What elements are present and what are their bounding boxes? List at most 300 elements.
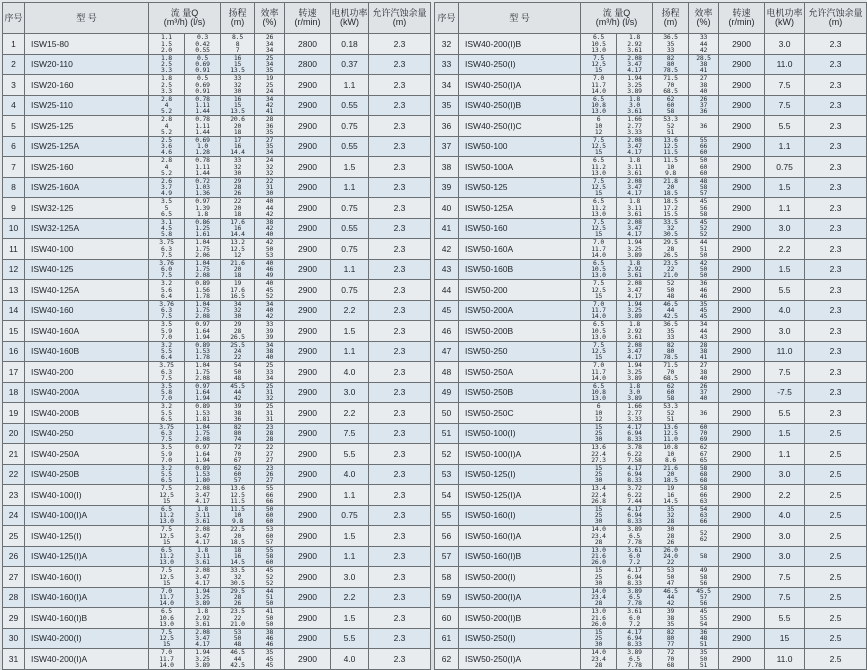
- head-value: 29.5: [230, 587, 245, 595]
- table-row: [435, 259, 867, 280]
- flow-m3h-value: 5.2: [161, 107, 172, 116]
- flow-ls-value: 1.53: [195, 347, 210, 356]
- npsh: 2.5: [805, 546, 867, 567]
- motor-power: 0.75: [765, 157, 805, 178]
- speed: 2900: [285, 321, 331, 342]
- flow-m3h-value: 5.9: [161, 326, 172, 335]
- flow-ls: [185, 567, 221, 588]
- head-value: 15: [233, 60, 242, 69]
- flow-ls-value: 0.97: [195, 197, 210, 206]
- speed: 2900: [285, 464, 331, 485]
- flow-ls: [617, 259, 653, 280]
- model-name: ISW40-100: [25, 239, 149, 260]
- row-number: 56: [435, 526, 459, 547]
- head-value: 80: [233, 429, 242, 438]
- table-row: [435, 239, 867, 260]
- efficiency-value: 53: [265, 250, 274, 259]
- flow-ls-value: 6.5: [629, 531, 640, 540]
- efficiency-value: 52: [265, 291, 274, 300]
- npsh: 2.3: [369, 587, 431, 608]
- flow-ls-value: 8.33: [627, 476, 642, 485]
- flow-m3h-value: 15: [594, 353, 603, 362]
- flow-m3h-value: 27.3: [591, 455, 606, 464]
- flow-ls-value: 0.69: [195, 80, 210, 89]
- flow-ls: [617, 95, 653, 116]
- efficiency-value: 24: [265, 156, 274, 165]
- efficiency: [689, 505, 719, 526]
- motor-power: 1.1: [331, 485, 369, 506]
- npsh: 2.3: [369, 628, 431, 649]
- flow-m3h-value: 14.0: [591, 525, 606, 534]
- efficiency: [689, 280, 719, 301]
- flow-m3h-value: 14.0: [591, 373, 606, 382]
- flow-ls-value: 1.04: [195, 259, 210, 267]
- efficiency-value: 65: [699, 455, 708, 464]
- head-value: 32: [666, 224, 675, 233]
- model-name: ISW50-200A: [459, 300, 581, 321]
- flow-ls-value: 3.61: [627, 546, 642, 554]
- speed: 2900: [285, 444, 331, 465]
- speed: 2900: [285, 198, 331, 219]
- flow-m3h-value: 1.8: [161, 54, 172, 62]
- head-value: 35: [666, 505, 675, 513]
- motor-power: 2.2: [765, 485, 805, 506]
- head: [653, 75, 689, 96]
- flow-m3h-value: 15: [162, 578, 171, 587]
- head: [221, 546, 255, 567]
- efficiency-value: 33: [265, 367, 274, 376]
- efficiency-value: 45: [265, 566, 274, 575]
- head: [653, 403, 689, 424]
- flow-ls-value: 8.33: [627, 640, 642, 649]
- head-value: 11.5: [663, 148, 678, 157]
- motor-power: 15: [765, 628, 805, 649]
- flow-ls-value: 1.11: [195, 162, 210, 171]
- head-value: 32: [233, 306, 242, 315]
- speed: 2900: [285, 300, 331, 321]
- table-row: [435, 75, 867, 96]
- head-value: 52: [666, 279, 675, 288]
- flow-ls-value: 4.17: [627, 148, 642, 157]
- head-value: 14.5: [230, 558, 245, 567]
- efficiency-value: 52: [699, 230, 708, 239]
- efficiency-value: 44: [699, 238, 708, 247]
- flow-ls: [185, 485, 221, 506]
- flow-m3h-value: 11.2: [159, 511, 174, 520]
- flow-m3h-value: 3.75: [159, 361, 174, 370]
- motor-power: 1.1: [331, 546, 369, 567]
- efficiency-value: 37: [699, 101, 708, 110]
- head-value: 20: [233, 265, 242, 274]
- efficiency-value: 68: [699, 470, 708, 479]
- efficiency: [255, 403, 285, 424]
- head-value: 33.5: [230, 566, 245, 575]
- flow-m3h-value: 3.5: [161, 443, 172, 452]
- flow-ls-value: 1.39: [195, 203, 210, 212]
- header-model: 型 号: [25, 3, 149, 34]
- head-value: 45.5: [230, 382, 245, 390]
- motor-power: 5.5: [765, 403, 805, 424]
- flow-m3h-value: 7.0: [593, 361, 604, 370]
- row-number: 23: [3, 485, 25, 506]
- efficiency-value: 41: [265, 607, 274, 616]
- header-speed-label: 转速: [298, 8, 317, 18]
- row-number: 49: [435, 382, 459, 403]
- head-value: 16: [666, 490, 675, 499]
- flow-m3h-value: 22.4: [591, 449, 606, 458]
- efficiency: [689, 546, 719, 567]
- head: [653, 280, 689, 301]
- efficiency-value: 44: [265, 587, 274, 595]
- efficiency: [689, 177, 719, 198]
- flow-ls-value: 4.17: [195, 537, 210, 546]
- model-name: ISW50-250A: [459, 362, 581, 383]
- model-name: ISW50-160A: [459, 239, 581, 260]
- efficiency-value: 25: [265, 402, 274, 411]
- head: [221, 116, 255, 137]
- efficiency-value: 50: [699, 156, 708, 165]
- model-name: ISW50-100A: [459, 157, 581, 178]
- flow-ls: [617, 505, 653, 526]
- head-value: 30: [233, 168, 242, 177]
- head: [653, 464, 689, 485]
- flow-ls-value: 1.25: [195, 224, 210, 233]
- table-row: [435, 628, 867, 649]
- flow-ls: [185, 198, 221, 219]
- npsh: 2.3: [369, 136, 431, 157]
- head-value: 20: [666, 183, 675, 192]
- flow-m3h: [581, 362, 617, 383]
- head-value: 24.0: [663, 552, 678, 561]
- npsh: 2.3: [805, 136, 867, 157]
- head-value: 47: [666, 578, 675, 587]
- row-number: 27: [3, 567, 25, 588]
- head-value: 12.5: [230, 244, 245, 253]
- head-value: 8.6: [665, 455, 676, 464]
- efficiency-value: 37: [699, 388, 708, 397]
- efficiency-value: 38: [265, 628, 274, 636]
- speed: 2900: [285, 280, 331, 301]
- efficiency-value: 42: [265, 238, 274, 247]
- head-value: 29: [233, 320, 242, 329]
- flow-ls-value: 1.53: [195, 408, 210, 417]
- efficiency-value: 27: [265, 476, 274, 485]
- head: [653, 423, 689, 444]
- head-value: 54: [233, 361, 242, 370]
- flow-m3h-value: 15: [594, 66, 603, 75]
- flow-ls-value: 3.25: [627, 244, 642, 253]
- npsh: 2.3: [369, 177, 431, 198]
- header-model: 型 号: [459, 3, 581, 34]
- head-value: 17: [233, 136, 242, 144]
- flow-m3h-value: 11.7: [591, 244, 606, 253]
- flow-m3h-value: 10: [594, 408, 603, 417]
- model-name: ISW40-250(I)C: [459, 116, 581, 137]
- head-value: 16.5: [230, 291, 245, 300]
- head: [653, 382, 689, 403]
- row-number: 24: [3, 505, 25, 526]
- speed: 2900: [719, 34, 765, 55]
- npsh: 2.3: [369, 95, 431, 116]
- npsh: 2.5: [805, 526, 867, 547]
- row-number: 2: [3, 54, 25, 75]
- table-row: [3, 54, 431, 75]
- npsh: 2.3: [805, 259, 867, 280]
- efficiency-value: 36: [265, 121, 274, 130]
- flow-ls-value: 2.08: [627, 341, 642, 349]
- header-flow-label: 流 量Q: [170, 8, 199, 18]
- flow-m3h-value: 1.1: [161, 33, 172, 42]
- speed: 2900: [285, 649, 331, 670]
- efficiency: [255, 382, 285, 403]
- npsh: 2.3: [369, 546, 431, 567]
- head-value: 60: [666, 101, 675, 110]
- flow-ls-value: 3.47: [627, 183, 642, 192]
- flow-ls-value: 1.75: [195, 306, 210, 315]
- model-name: ISW40-160(I)B: [25, 608, 149, 629]
- flow-ls-value: 4.17: [195, 496, 210, 505]
- flow-ls: [617, 546, 653, 567]
- efficiency: [255, 54, 285, 75]
- npsh: 2.3: [369, 608, 431, 629]
- table-row: [435, 382, 867, 403]
- flow-m3h-value: 12.5: [159, 634, 174, 643]
- flow-ls-value: 4.17: [627, 423, 642, 431]
- flow-m3h-value: 7.0: [593, 238, 604, 247]
- head-value: 82: [233, 423, 242, 431]
- head: [653, 239, 689, 260]
- speed: 2900: [719, 649, 765, 670]
- head-value: 21.6: [663, 464, 678, 472]
- head-value: 78.5: [663, 66, 678, 75]
- table-row: [3, 136, 431, 157]
- row-number: 57: [435, 546, 459, 567]
- head: [653, 587, 689, 608]
- motor-power: -7.5: [765, 382, 805, 403]
- model-name: ISW40-200(I)A: [25, 649, 149, 670]
- row-number: 46: [435, 321, 459, 342]
- efficiency-value: 23: [265, 423, 274, 431]
- flow-ls-value: 1.94: [195, 455, 210, 464]
- head-value: 18: [233, 271, 242, 280]
- table-row: [435, 608, 867, 629]
- flow-m3h-value: 3.3: [161, 66, 172, 75]
- npsh: 2.3: [805, 382, 867, 403]
- head-value: 13.2: [230, 238, 245, 247]
- head-value: 18.5: [663, 197, 678, 206]
- efficiency: [255, 526, 285, 547]
- efficiency-value: 57: [265, 537, 274, 546]
- head: [653, 444, 689, 465]
- flow-ls-value: 3.61: [627, 45, 642, 54]
- table-row: [3, 116, 431, 137]
- flow-m3h-value: 30: [594, 640, 603, 649]
- speed: 2900: [719, 321, 765, 342]
- header-speed: [719, 3, 765, 34]
- flow-ls-value: 1.8: [629, 156, 640, 165]
- header-eff: [255, 3, 285, 34]
- npsh: 2.5: [805, 628, 867, 649]
- flow-m3h-value: 3.7: [161, 183, 172, 192]
- flow-m3h-value: 26.0: [591, 619, 606, 628]
- motor-power: 4.0: [331, 649, 369, 670]
- flow-ls: [617, 608, 653, 629]
- head-value: 32: [233, 162, 242, 171]
- spec-table-right: [434, 2, 867, 670]
- flow-ls-value: 2.08: [627, 279, 642, 288]
- head-value: 48: [233, 373, 242, 382]
- efficiency-value: 57: [699, 593, 708, 602]
- flow-ls: [185, 587, 221, 608]
- flow-ls-value: 3.61: [627, 607, 642, 616]
- flow-ls: [185, 423, 221, 444]
- model-name: ISW20-160: [25, 75, 149, 96]
- model-name: ISW32-125: [25, 198, 149, 219]
- flow-ls-value: 2.92: [627, 326, 642, 335]
- flow-m3h-value: 6.5: [161, 546, 172, 554]
- flow-m3h-value: 6.5: [161, 505, 172, 513]
- npsh: 2.3: [805, 362, 867, 383]
- flow-m3h-value: 3.76: [159, 259, 174, 267]
- head: [221, 362, 255, 383]
- flow-ls: [185, 54, 221, 75]
- flow-ls: [617, 136, 653, 157]
- flow-ls-value: 0.42: [195, 39, 210, 48]
- flow-m3h-value: 11.7: [159, 654, 174, 663]
- flow-ls-value: 1.94: [627, 300, 642, 308]
- flow-m3h: [149, 464, 185, 485]
- model-name: ISW50-250B: [459, 382, 581, 403]
- flow-ls-value: 7.78: [627, 599, 642, 608]
- row-number: 3: [3, 75, 25, 96]
- head-value: 48: [666, 291, 675, 300]
- head-value: 20: [233, 121, 242, 130]
- flow-m3h-value: 12.5: [591, 224, 606, 233]
- header-flow: [149, 3, 221, 34]
- head-value: 15.5: [663, 209, 678, 218]
- motor-power: 0.75: [331, 116, 369, 137]
- flow-m3h-value: 4.9: [161, 189, 172, 198]
- flow-m3h-value: 13.0: [591, 607, 606, 616]
- efficiency-value: 66: [265, 490, 274, 499]
- flow-m3h-value: 15: [594, 628, 603, 636]
- flow-m3h-value: 5.2: [161, 168, 172, 177]
- flow-m3h-value: 11.7: [591, 306, 606, 315]
- efficiency-value: 51: [699, 640, 708, 649]
- head-value: 32: [233, 572, 242, 581]
- model-name: ISW40-125(I)A: [25, 546, 149, 567]
- head-value: 51: [666, 414, 675, 423]
- efficiency: [689, 116, 719, 137]
- flow-m3h: [149, 526, 185, 547]
- flow-ls-value: 1.04: [195, 423, 210, 431]
- table-row: [3, 587, 431, 608]
- flow-ls-value: 0.86: [195, 218, 210, 226]
- speed: 2900: [719, 608, 765, 629]
- flow-m3h: [149, 444, 185, 465]
- efficiency-value: 44: [699, 326, 708, 335]
- flow-ls: [185, 259, 221, 280]
- flow-ls: [617, 198, 653, 219]
- table-row: [3, 75, 431, 96]
- efficiency-value: 28.5: [696, 54, 711, 62]
- npsh: 2.5: [805, 567, 867, 588]
- head-value: 26: [233, 189, 242, 198]
- flow-m3h-value: 4: [164, 121, 169, 130]
- efficiency-value: 60: [265, 558, 274, 567]
- npsh: 2.3: [369, 300, 431, 321]
- motor-power: 11.0: [765, 649, 805, 670]
- npsh: 2.3: [805, 300, 867, 321]
- flow-m3h-value: 12.5: [591, 60, 606, 69]
- flow-m3h: [581, 608, 617, 629]
- flow-ls-value: 2.77: [627, 408, 642, 417]
- flow-m3h: [581, 423, 617, 444]
- speed: 2900: [285, 177, 331, 198]
- efficiency-value: 55: [699, 136, 708, 144]
- head-value: 50: [233, 367, 242, 376]
- head-value: 21.8: [663, 177, 678, 185]
- head-value: 20.6: [230, 115, 245, 124]
- head: [221, 34, 255, 55]
- efficiency-value: 42: [265, 101, 274, 110]
- row-number: 14: [3, 300, 25, 321]
- efficiency-value: 31: [265, 388, 274, 397]
- flow-m3h-value: 3.75: [159, 423, 174, 431]
- head-value: 11.5: [230, 496, 245, 505]
- flow-m3h-value: 21.6: [591, 613, 606, 622]
- flow-ls: [617, 464, 653, 485]
- flow-m3h-value: 1.5: [161, 39, 172, 48]
- flow-ls-value: 2.08: [627, 218, 642, 226]
- speed: 2900: [719, 259, 765, 280]
- flow-m3h-value: 15: [162, 640, 171, 649]
- head: [653, 567, 689, 588]
- head: [221, 95, 255, 116]
- flow-m3h-value: 15: [594, 291, 603, 300]
- head-value: 16: [233, 552, 242, 561]
- head-value: 10: [666, 449, 675, 458]
- npsh: 2.3: [805, 321, 867, 342]
- motor-power: 1.1: [331, 177, 369, 198]
- head-value: 58: [666, 107, 675, 116]
- model-name: ISW50-160(I): [459, 505, 581, 526]
- efficiency-value: 42: [265, 312, 274, 321]
- head-value: 44: [666, 593, 675, 602]
- flow-m3h-value: 7.5: [161, 312, 172, 321]
- head-value: 14.4: [230, 148, 245, 157]
- head-value: 11.5: [230, 505, 245, 513]
- head-value: 13.6: [663, 423, 678, 431]
- head: [653, 362, 689, 383]
- efficiency-value: 45: [699, 607, 708, 616]
- row-number: 55: [435, 505, 459, 526]
- flow-ls-value: 0.78: [195, 115, 210, 124]
- efficiency-value: 40: [699, 394, 708, 403]
- flow-m3h-value: 6.5: [593, 197, 604, 206]
- flow-m3h-value: 10.5: [591, 39, 606, 48]
- head-value: 29: [233, 177, 242, 185]
- flow-ls-value: 4.17: [627, 230, 642, 239]
- flow-ls-value: 1.64: [195, 326, 210, 335]
- efficiency: [689, 423, 719, 444]
- flow-ls-value: 1.94: [195, 648, 210, 657]
- efficiency-value: 63: [699, 496, 708, 505]
- flow-ls: [617, 341, 653, 362]
- head: [653, 218, 689, 239]
- flow-ls-value: 4.17: [627, 66, 642, 75]
- head-value: 22: [233, 613, 242, 622]
